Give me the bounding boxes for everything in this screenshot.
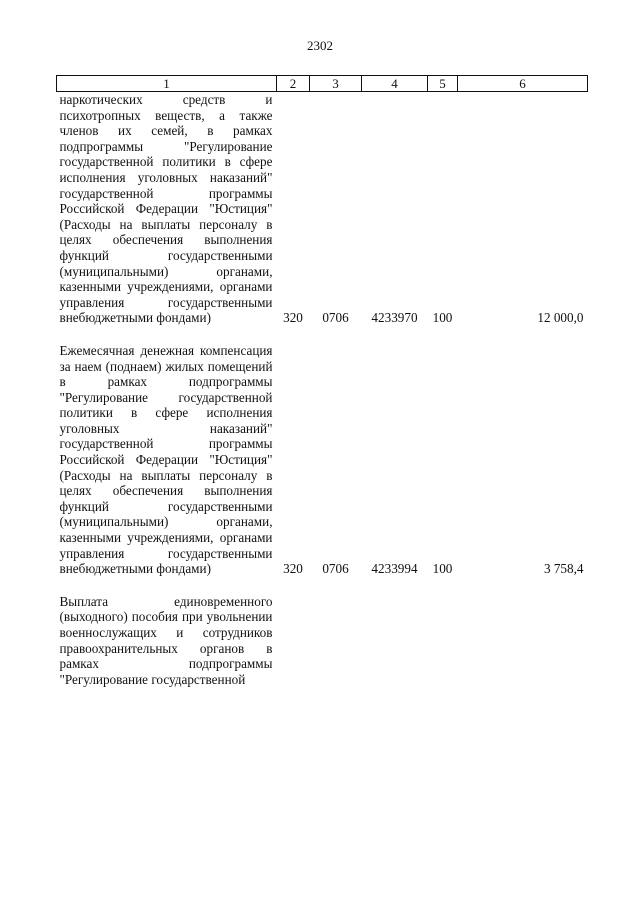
row-spacer-cell [57, 326, 588, 343]
table-row [57, 343, 588, 577]
table-body [57, 92, 588, 688]
header-col-5: 5 [428, 76, 458, 92]
row-ministry-code: 320 [283, 561, 303, 577]
row-amount: 3 758,4 [543, 561, 584, 577]
header-col-2: 2 [277, 76, 310, 92]
row-ministry-code: 320 [283, 310, 303, 326]
row-name: Ежемесячная денежная компенсация за наем (поднаем) жилых помещений в рамках подпрограммы "Регулирование государственной политики в сфере исполнения уголовных наказаний" государственной программы Российской Федерации "Юстиция" (Расходы на выплаты персоналу в целях обеспечения выполнения функций государственными (муниципальными) органами, казенными учреждениями, органами управления государственными внебюджетными фондами) [59, 342, 273, 577]
row-spacer [57, 326, 588, 343]
row-target-code: 4233970 [371, 310, 418, 326]
header-col-3: 3 [310, 76, 362, 92]
budget-table [56, 75, 588, 687]
row-amount [458, 594, 588, 688]
row-expense-type [428, 594, 458, 688]
row-spacer [57, 577, 588, 594]
row-section-code [310, 594, 362, 688]
row-target-code [362, 594, 428, 688]
page-number: 2302 [307, 38, 333, 53]
row-section-code: 0706 [322, 310, 349, 326]
header-col-1: 1 [57, 76, 277, 92]
row-ministry-code [277, 594, 310, 688]
row-name: наркотических средств и психотропных веществ, а также членов их семей, в рамках подпрограммы "Регулирование государственной политики в сфере исполнения уголовных наказаний" государственной программы Российской Федерации "Юстиция" (Расходы на выплаты персоналу в целях обеспечения выполнения функций государственными (муниципальными) органами, казенными учреждениями, органами управления государственными внебюджетными фондами) [59, 92, 273, 326]
header-col-4: 4 [362, 76, 428, 92]
table-row [57, 92, 588, 326]
row-expense-type: 100 [432, 561, 453, 577]
row-target-code: 4233994 [371, 561, 418, 577]
table-header [57, 76, 588, 92]
row-section-code: 0706 [322, 561, 349, 577]
table-row [57, 594, 588, 688]
row-amount: 12 000,0 [537, 310, 584, 326]
row-spacer-cell [57, 577, 588, 594]
row-expense-type: 100 [432, 310, 453, 326]
header-col-6: 6 [458, 76, 588, 92]
row-name: Выплата единовременного (выходного) пособия при увольнении военнослужащих и сотрудников правоохранительных органов в рамках подпрограммы "Регулирование государственной [59, 593, 273, 687]
header-row [57, 76, 588, 92]
